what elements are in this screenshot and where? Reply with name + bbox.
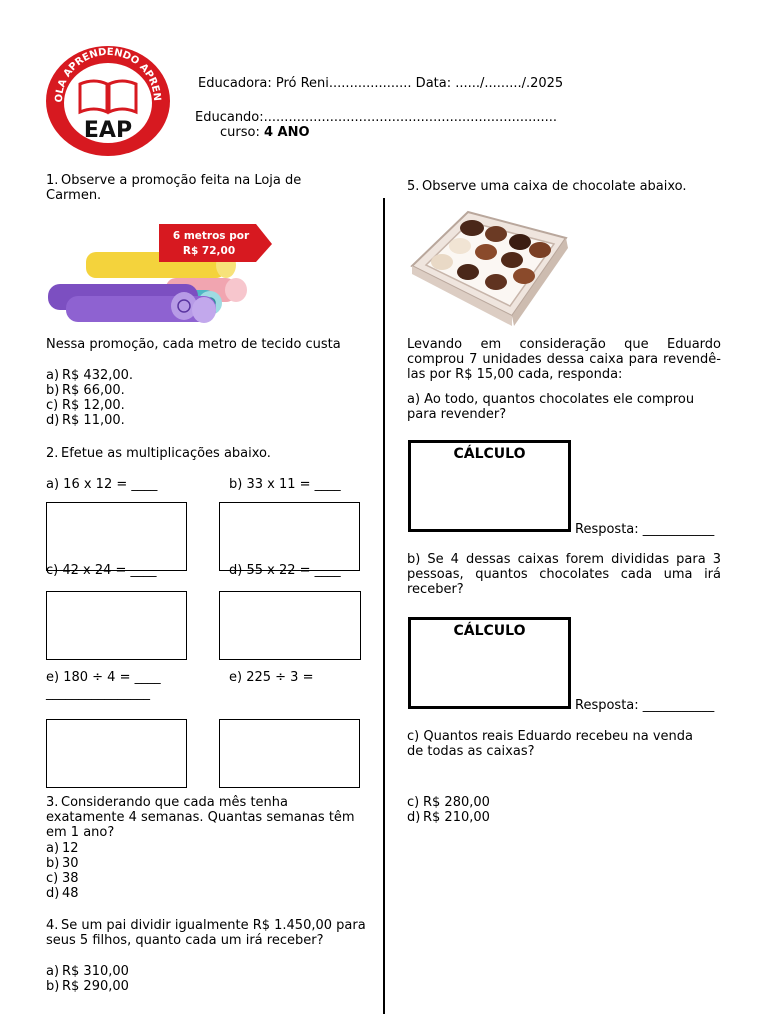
answer-box-e1[interactable] [46,719,187,788]
q2-item-c: c) 42 x 24 = ____ [46,563,157,578]
q3-option-d: d) 48 [46,886,79,901]
student-line: Educando:....................................................................... [195,110,558,125]
q3-statement: 3. Considerando que cada mês tenha exatamente 4 semanas. Quantas semanas têm em 1 ano? [46,795,355,840]
educator-date-line: Educadora: Pró Reni.................... Data: ....../........./.2025 [198,76,564,91]
q2-item-b: b) 33 x 11 = ____ [229,477,341,492]
q2-item-e1: e) 180 ÷ 4 = ____ [46,670,161,685]
q4-option-b: b) R$ 290,00 [46,979,129,994]
q2-item-e2-blank: ________________ [46,686,150,701]
answer-line-b: Resposta: ___________ [575,698,715,713]
q2-statement: 2. Efetue as multiplicações abaixo. [46,446,271,461]
q1-question: Nessa promoção, cada metro de tecido custa [46,337,341,352]
fabric-rolls-image [46,218,276,326]
q5c-options [407,795,490,825]
q5c-question: c) Quantos reais Eduardo recebeu na venda de todas as caixas? [407,729,693,759]
answer-box-a[interactable] [46,502,187,571]
q5-statement: 5. Observe uma caixa de chocolate abaixo. [407,179,687,194]
q1-option-b: b) R$ 66,00. [46,383,125,398]
calc-box-b[interactable] [408,617,571,709]
promo-tag-line2: R$ 72,00 [182,245,236,257]
answer-box-d[interactable] [219,591,361,660]
q1-statement [46,173,346,203]
q5c-option-c: c) R$ 280,00 [407,795,490,810]
q1-number: 1. [46,173,59,188]
q4-options [46,964,129,994]
q3-options [46,841,79,901]
q5-context: Levando em consideração que Eduardo comprou 7 unidades dessa caixa para revendê-las por R$ 15,00 cada, responda: [407,337,721,382]
q1-text: Observe a promoção feita na Loja de Carmen. [46,173,302,203]
answer-line-a: Resposta: ___________ [575,522,715,537]
q5a-question: a) Ao todo, quantos chocolates ele comprou para revender? [407,392,695,422]
q3-option-a: a) 12 [46,841,79,856]
q3-option-c: c) 38 [46,871,79,886]
column-divider [383,198,385,1014]
q1-option-d: d) R$ 11,00. [46,413,125,428]
q3-option-b: b) 30 [46,856,79,871]
promo-tag-line1: 6 metros por [172,230,250,242]
q2-item-a: a) 16 x 12 = ____ [46,477,158,492]
q4-statement: 4. Se um pai dividir igualmente R$ 1.450,00 para seus 5 filhos, quanto cada um irá receber? [46,918,366,948]
calc-label-a: CÁLCULO [453,446,526,462]
course-line [220,125,310,140]
q2-item-d: d) 55 x 22 = ____ [229,563,341,578]
q2-item-e2: e) 225 ÷ 3 = [229,670,314,685]
q5c-option-d: d) R$ 210,00 [407,810,490,825]
q1-option-c: c) R$ 12,00. [46,398,125,413]
course-value: 4 ANO [263,125,310,140]
q5b-question: b) Se 4 dessas caixas forem divididas para 3 pessoas, quantos chocolates cada uma irá receber? [407,552,721,597]
q1-options [46,368,133,428]
answer-box-c[interactable] [46,591,187,660]
q4-option-a: a) R$ 310,00 [46,964,129,979]
calc-box-a[interactable] [408,440,571,532]
logo-initials: EAP [83,118,133,143]
school-logo [44,44,172,158]
svg-text:ESCOLA APRENDENDO APRENDER: OLA APRENDENDO APREN [53,46,163,103]
answer-box-b[interactable] [219,502,360,571]
course-label: curso: [220,125,260,140]
calc-label-b: CÁLCULO [453,623,526,639]
chocolate-box-image [408,204,570,326]
q1-option-a: a) R$ 432,00. [46,368,134,383]
answer-box-e2[interactable] [219,719,360,788]
